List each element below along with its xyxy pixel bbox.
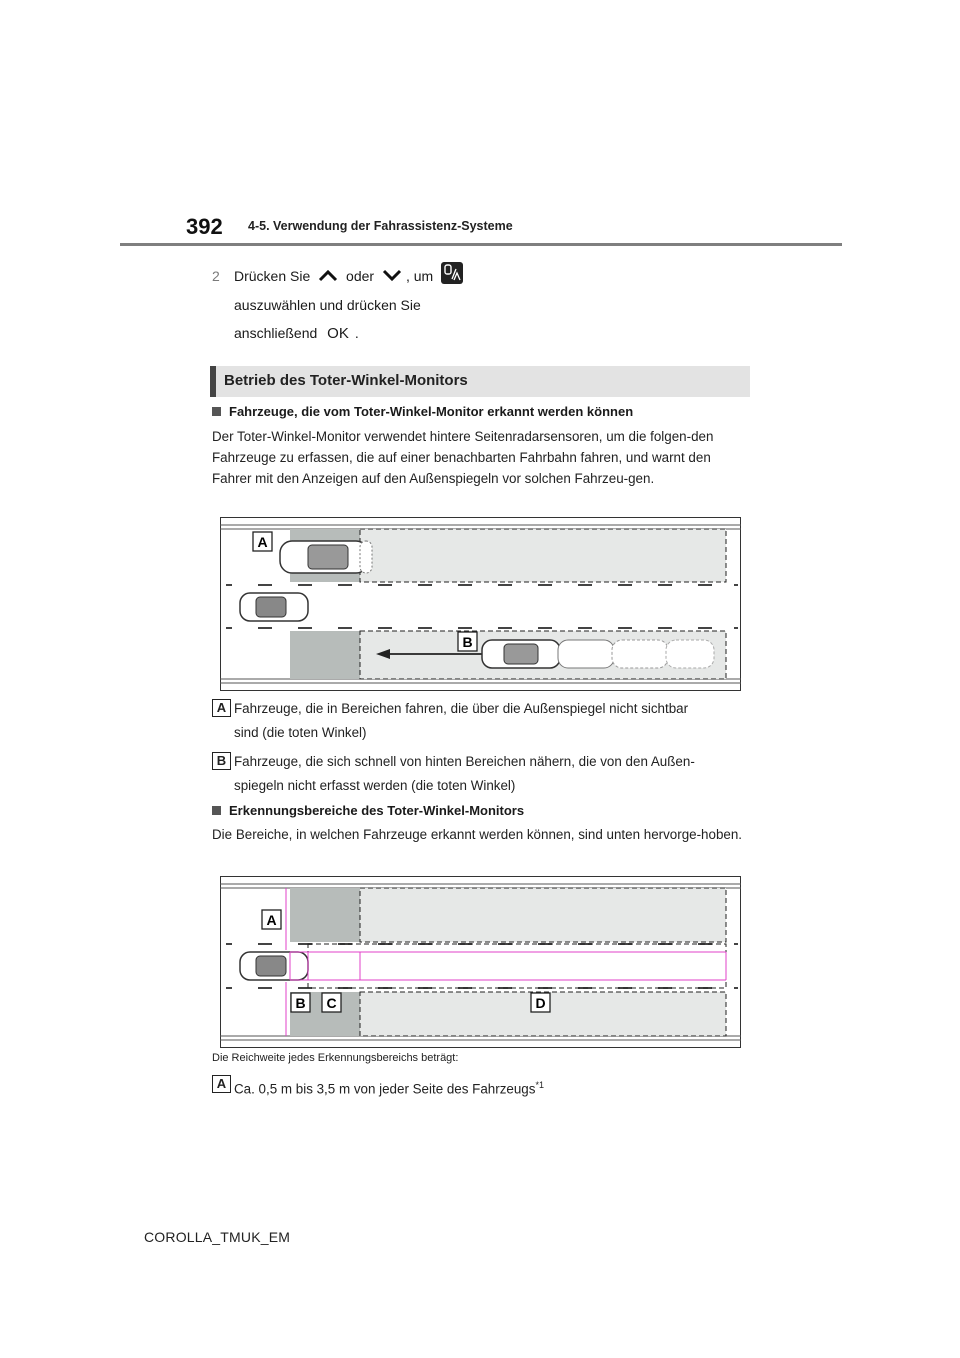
- own-car-icon: [240, 952, 308, 980]
- ok-button-glyph: OK: [327, 325, 349, 343]
- subheading-text: Erkennungsbereiche des Toter-Winkel-Monitors: [229, 803, 525, 818]
- figure-caption: Die Reichweite jedes Erkennungsbereichs beträgt:: [212, 1052, 459, 1064]
- step-number: 2: [212, 268, 220, 284]
- figure-label-c: C: [326, 995, 337, 1011]
- figure-blind-spot-vehicles: [220, 517, 741, 691]
- approaching-car-icon: [482, 640, 714, 668]
- chevron-up-icon: [318, 263, 338, 291]
- figure-label-a: A: [266, 912, 277, 928]
- step-text: oder: [346, 268, 375, 284]
- paragraph-detection-zones: Die Bereiche, in welchen Fahrzeuge erkannt werden können, sind unten hervorge-hoben.: [212, 827, 743, 842]
- figure-label-b: B: [295, 995, 306, 1011]
- figure-detection-zones: [220, 876, 741, 1048]
- figure-label-a: A: [257, 534, 268, 550]
- footer-code: COROLLA_TMUK_EM: [144, 1229, 291, 1245]
- legend-text: Fahrzeuge, die sich schnell von hinten Bereichen nähern, die von den Außen-: [234, 754, 695, 769]
- subheading-text: Fahrzeuge, die vom Toter-Winkel-Monitor erkannt werden können: [229, 404, 634, 419]
- legend-text-main: Ca. 0,5 m bis 3,5 m von jeder Seite des Fahrzeugs: [234, 1081, 536, 1097]
- subheading-detected-vehicles: [212, 404, 633, 419]
- blind-spot-monitor-icon: [441, 262, 463, 284]
- step-text: Drücken Sie: [234, 268, 311, 284]
- figure-label-b: B: [462, 634, 473, 650]
- legend-item-a: [212, 697, 752, 745]
- page-number: 392: [186, 214, 223, 239]
- step-text: .: [354, 325, 359, 342]
- header-rule: [120, 243, 842, 246]
- chevron-down-icon: [382, 263, 402, 291]
- banner-title: Betrieb des Toter-Winkel-Monitors: [224, 372, 468, 389]
- footnote-marker: *1: [535, 1080, 544, 1090]
- paragraph-detected-vehicles: Der Toter-Winkel-Monitor verwendet hintere Seitenradarsensoren, um die folgen-den Fahrzeuge zu erfassen, die auf einer benachbarten Fahrbahn fahren, und warnt den Fahrer mit den Anzeigen auf den Außenspiegeln vor solchen Fahrzeu-gen.: [212, 429, 714, 486]
- step-2: [212, 262, 532, 348]
- bullet-square-icon: [212, 806, 221, 815]
- legend-text: Fahrzeuge, die in Bereichen fahren, die über die Außenspiegel nicht sichtbar: [234, 701, 689, 716]
- step-line-1: [234, 262, 532, 291]
- step-line-2: auszuwählen und drücken Sie: [234, 297, 421, 314]
- step-text: , um: [405, 268, 434, 284]
- own-car-icon: [240, 593, 308, 621]
- bullet-square-icon: [212, 407, 221, 416]
- section-header: 4-5. Verwendung der Fahrassistenz-Systeme: [248, 219, 513, 233]
- banner-bar: [210, 366, 216, 397]
- figure-label-d: D: [535, 995, 546, 1011]
- legend-key: A: [212, 699, 231, 717]
- legend-key: A: [212, 1075, 231, 1093]
- legend-key: B: [212, 752, 231, 770]
- legend-text: spiegeln nicht erfasst werden (die toten Winkel): [234, 778, 516, 793]
- step-text: anschließend: [234, 325, 318, 342]
- section-banner: [210, 366, 750, 397]
- legend-item-a2: [212, 1073, 752, 1101]
- subheading-detection-zones: [212, 803, 524, 818]
- legend-text: sind (die toten Winkel): [234, 725, 367, 740]
- car-icon: [280, 541, 372, 573]
- legend-text: [234, 1073, 752, 1101]
- step-line-3: [234, 319, 532, 348]
- legend-item-b: [212, 750, 752, 798]
